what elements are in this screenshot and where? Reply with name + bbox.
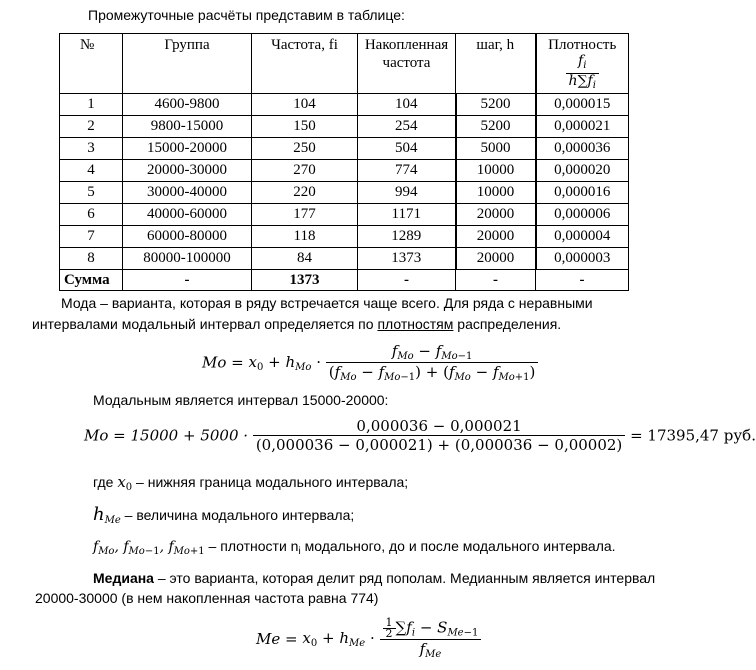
row-step: 5000 xyxy=(456,138,536,160)
row-group: 40000-60000 xyxy=(123,204,252,226)
row-step: 20000 xyxy=(456,248,536,270)
where-f-line: $f_{Mo}$, $f_{Mo-1}$, $f_{Mo+1}$ – плотности $n_i$ модального, до и после модального интервала. xyxy=(93,538,616,557)
table-row xyxy=(60,138,629,160)
table-row xyxy=(60,248,629,270)
row-cumulative: 104 xyxy=(358,94,456,116)
mode-definition-line1: Мода – варианта, которая в ряду встречается чаще всего. Для ряда с неравными xyxy=(61,295,593,311)
header-density-label: Плотность xyxy=(548,37,617,53)
row-frequency: 270 xyxy=(252,160,358,182)
row-cumulative: 504 xyxy=(358,138,456,160)
density-fraction: $\frac{f_i}{h\sum f_i}$ xyxy=(566,54,599,93)
table-row xyxy=(60,116,629,138)
row-group: 15000-20000 xyxy=(123,138,252,160)
header-step: шаг, h xyxy=(456,34,536,94)
row-group: 9800-15000 xyxy=(123,116,252,138)
header-frequency: Частота, fi xyxy=(252,34,358,94)
total-label: Сумма xyxy=(60,270,123,291)
row-frequency: 104 xyxy=(252,94,358,116)
row-step: 10000 xyxy=(456,182,536,204)
table-row xyxy=(60,204,629,226)
table-row xyxy=(60,182,629,204)
row-cumulative: 994 xyxy=(358,182,456,204)
row-group: 30000-40000 xyxy=(123,182,252,204)
table-total-row xyxy=(60,270,629,291)
table-row xyxy=(60,94,629,116)
intermediate-calculations-table xyxy=(59,33,629,291)
row-frequency: 220 xyxy=(252,182,358,204)
table-row xyxy=(60,160,629,182)
row-density: 0,000020 xyxy=(536,160,629,182)
header-cumulative-frequency xyxy=(358,34,456,94)
header-group: Группа xyxy=(123,34,252,94)
total-cumulative: - xyxy=(358,270,456,291)
row-density: 0,000036 xyxy=(536,138,629,160)
row-frequency: 118 xyxy=(252,226,358,248)
row-number: 3 xyxy=(60,138,123,160)
where-x0-line: где $x_0$ – нижняя граница модального интервала; xyxy=(93,473,409,493)
mode-definition-line2: интервалами модальный интервал определяется по плотностям распределения. xyxy=(32,316,562,332)
row-cumulative: 1373 xyxy=(358,248,456,270)
row-density: 0,000003 xyxy=(536,248,629,270)
row-cumulative: 1289 xyxy=(358,226,456,248)
row-group: 20000-30000 xyxy=(123,160,252,182)
header-density xyxy=(536,34,629,94)
row-frequency: 84 xyxy=(252,248,358,270)
row-number: 6 xyxy=(60,204,123,226)
row-cumulative: 774 xyxy=(358,160,456,182)
row-density: 0,000021 xyxy=(536,116,629,138)
row-number: 1 xyxy=(60,94,123,116)
table-header-row xyxy=(60,34,629,94)
row-group: 80000-100000 xyxy=(123,248,252,270)
row-number: 5 xyxy=(60,182,123,204)
median-definition-line1: Медиана – это варианта, которая делит ряд пополам. Медианным является интервал xyxy=(93,570,656,586)
row-number: 8 xyxy=(60,248,123,270)
total-density: - xyxy=(536,270,629,291)
row-number: 7 xyxy=(60,226,123,248)
row-frequency: 177 xyxy=(252,204,358,226)
total-step: - xyxy=(456,270,536,291)
mode-calculation-formula: Mo = 15000 + 5000 · $\frac{0,000036 - 0,000021}{(0,000036 - 0,000021) + (0,000036 - 0,00002)}$ = 17395,47 руб. xyxy=(84,417,756,454)
row-step: 5200 xyxy=(456,116,536,138)
row-density: 0,000016 xyxy=(536,182,629,204)
table-row xyxy=(60,226,629,248)
median-term: Медиана xyxy=(93,570,154,586)
row-step: 5200 xyxy=(456,94,536,116)
densities-link: плотностям xyxy=(377,316,454,332)
row-step: 10000 xyxy=(456,160,536,182)
row-cumulative: 254 xyxy=(358,116,456,138)
row-number: 2 xyxy=(60,116,123,138)
median-formula: $Me = x_0 + h_{Me}$ · $\frac{1}{2}$ $\sum f_i - S_{Me-1}$ $f_{Me}$ xyxy=(256,618,481,660)
total-frequency: 1373 xyxy=(252,270,358,291)
row-density: 0,000015 xyxy=(536,94,629,116)
total-group: - xyxy=(123,270,252,291)
intro-text: Промежуточные расчёты представим в таблице: xyxy=(88,7,405,23)
where-h-line: $h_{Me}$ – величина модального интервала; xyxy=(93,504,355,526)
row-step: 20000 xyxy=(456,226,536,248)
median-definition-line2: 20000-30000 (в нем накопленная частота равна 774) xyxy=(35,590,379,606)
row-cumulative: 1171 xyxy=(358,204,456,226)
row-group: 4600-9800 xyxy=(123,94,252,116)
row-number: 4 xyxy=(60,160,123,182)
row-frequency: 150 xyxy=(252,116,358,138)
header-cumulative-line2: частота xyxy=(382,55,431,71)
row-frequency: 250 xyxy=(252,138,358,160)
row-step: 20000 xyxy=(456,204,536,226)
row-density: 0,000004 xyxy=(536,226,629,248)
header-num: № xyxy=(60,34,123,94)
row-density: 0,000006 xyxy=(536,204,629,226)
row-group: 60000-80000 xyxy=(123,226,252,248)
modal-interval-text: Модальным является интервал 15000-20000: xyxy=(93,392,389,408)
header-cumulative-line1: Накопленная xyxy=(364,37,449,53)
mode-formula: $Mo = x_0 + h_{Mo}$ · $\frac{f_{Mo} - f_{Mo-1}}{(f_{Mo} - f_{Mo-1}) + (f_{Mo} - f_{Mo+1})}$ xyxy=(202,342,538,383)
